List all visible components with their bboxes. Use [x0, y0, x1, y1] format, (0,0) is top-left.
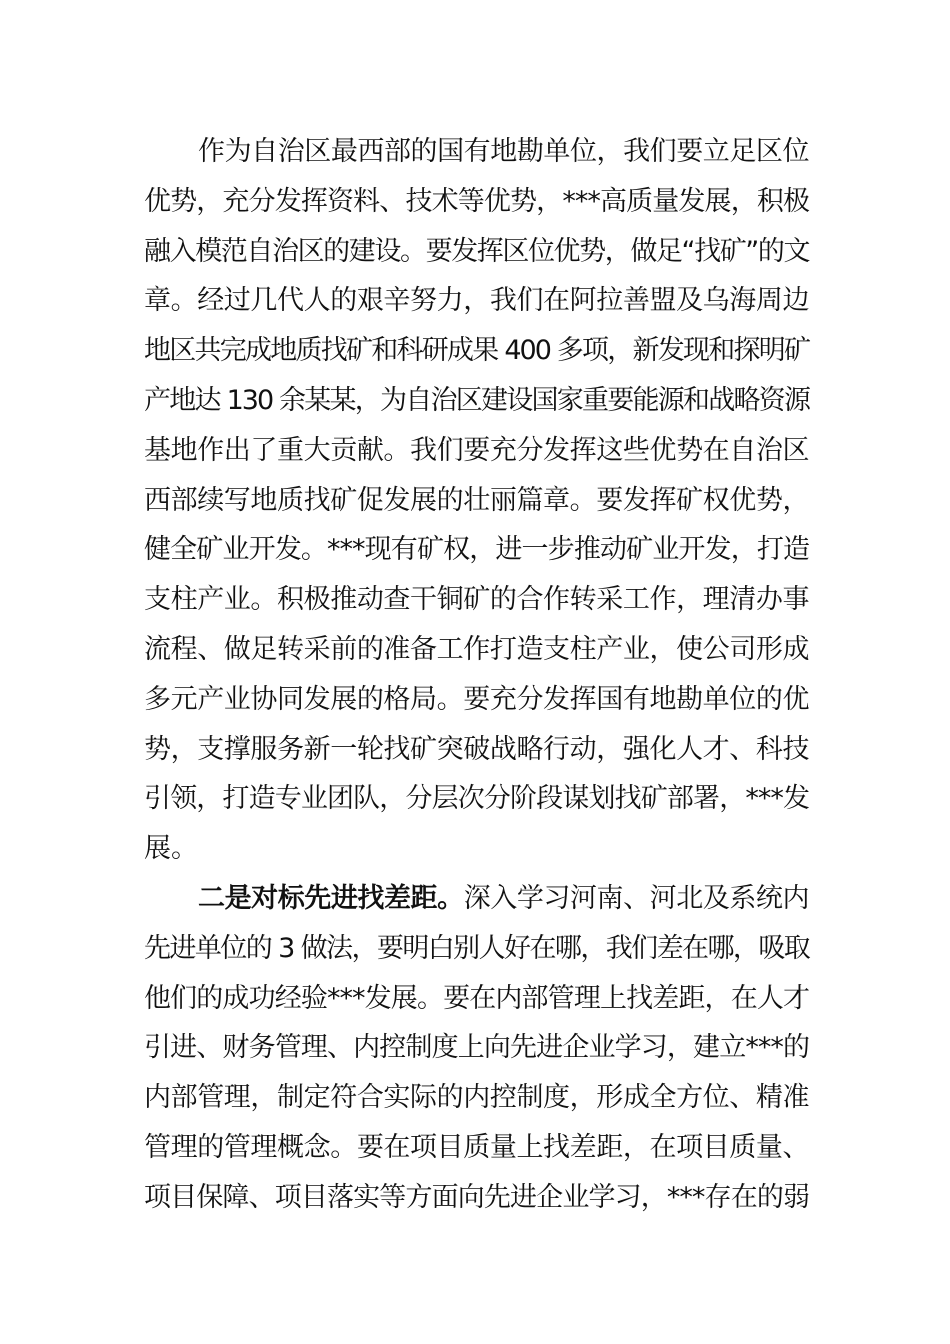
text-line: 管理的管理概念。要在项目质量上找差距，在项目质量、 [144, 1131, 809, 1163]
document-body [144, 127, 809, 1223]
paragraph-benchmark-advanced [144, 874, 809, 1223]
text-line: 支柱产业。积极推动查干铜矿的合作转采工作，理清办事 [144, 584, 809, 616]
text-line: 优势，充分发挥资料、技术等优势，***高质量发展，积极 [144, 185, 809, 217]
text-line: 先进单位的 3 做法，要明白别人好在哪，我们差在哪，吸取 [144, 932, 809, 964]
text-line: 产地达 130 余某某，为自治区建设国家重要能源和战略资源 [144, 384, 809, 416]
text-line: 地区共完成地质找矿和科研成果 400 多项，新发现和探明矿 [144, 335, 809, 367]
text-line: 西部续写地质找矿促发展的壮丽篇章。要发挥矿权优势， [144, 484, 809, 516]
text-line: 项目保障、项目落实等方面向先进企业学习，***存在的弱 [144, 1181, 809, 1213]
section-heading-inline: 二是对标先进找差距。 [198, 882, 464, 914]
paragraph-regional-advantage [144, 127, 809, 874]
lead-text: 深入学习河南、河北及系统内 [463, 882, 810, 914]
text-line: 作为自治区最西部的国有地勘单位，我们要立足区位 [198, 136, 809, 167]
text-line: 引领，打造专业团队，分层次分阶段谋划找矿部署，***发 [144, 783, 809, 815]
text-line: 章。经过几代人的艰辛努力，我们在阿拉善盟及乌海周边 [144, 285, 809, 317]
text-line: 健全矿业开发。***现有矿权，进一步推动矿业开发，打造 [144, 534, 809, 566]
text-line: 展。 [144, 833, 198, 865]
text-line: 多元产业协同发展的格局。要充分发挥国有地勘单位的优 [144, 683, 809, 715]
text-line: 他们的成功经验***发展。要在内部管理上找差距，在人才 [144, 982, 809, 1014]
text-line: 融入模范自治区的建设。要发挥区位优势，做足“找矿”的文 [144, 235, 809, 267]
text-line: 势，支撑服务新一轮找矿突破战略行动，强化人才、科技 [144, 733, 809, 765]
text-line: 引进、财务管理、内控制度上向先进企业学习，建立***的 [144, 1032, 809, 1064]
text-line-lead [144, 874, 809, 924]
text-line: 内部管理，制定符合实际的内控制度，形成全方位、精准 [144, 1082, 809, 1114]
text-line: 基地作出了重大贡献。我们要充分发挥这些优势在自治区 [144, 434, 809, 466]
text-line: 流程、做足转采前的准备工作打造支柱产业，使公司形成 [144, 633, 809, 665]
